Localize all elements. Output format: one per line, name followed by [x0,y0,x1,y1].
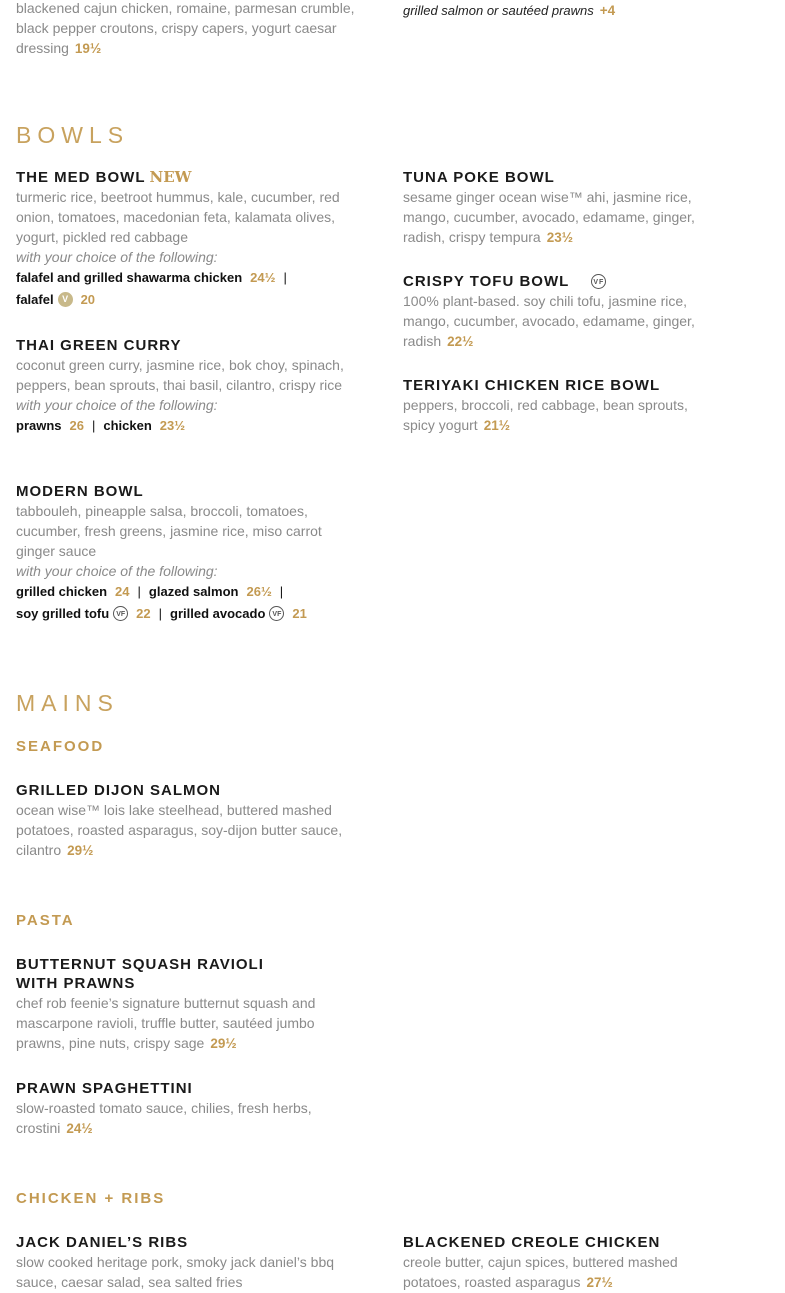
salad-addon: grilled salmon or sautéed prawns +4 [403,3,616,18]
menu-item-prawn-spaghettini [16,1079,356,1139]
item-options: prawns 26 | chicken 23½ [16,418,186,433]
item-description: sesame ginger ocean wise™ ahi, jasmine rice, mango, cucumber, avocado, edamame, ginger, radish, crispy tempura 23½ [403,189,695,245]
item-description: chef rob feenie’s signature butternut squash and mascarpone ravioli, truffle butter, sautéed jumbo prawns, pine nuts, crispy sage 29½ [16,995,316,1051]
menu-item-modern-bowl [16,482,356,625]
item-title: BLACKENED CREOLE CHICKEN [403,1234,661,1251]
item-title: TERIYAKI CHICKEN RICE BOWL [403,377,661,394]
menu-item-jack-daniels-ribs [16,1233,356,1292]
menu-item-butternut-squash-ravioli [16,955,356,1054]
item-title: MODERN BOWL [16,483,144,500]
item-price: 23½ [546,230,573,245]
item-description: creole butter, cajun spices, buttered mashed potatoes, roasted asparagus 27½ [403,1254,678,1290]
item-title: TUNA POKE BOWL [403,169,555,186]
item-title: GRILLED DIJON SALMON [16,782,222,799]
vegan-friendly-icon: VF [113,606,128,621]
menu-item-grilled-dijon-salmon [16,781,356,861]
item-title: THE MED BOWL NEW [16,168,192,186]
item-title: BUTTERNUT SQUASH RAVIOLI WITH PRAWNS [16,956,264,992]
item-options: falafel and grilled shawarma chicken 24½ | [16,270,287,285]
menu-item-blackened-creole-chicken [403,1233,713,1293]
choice-label: with your choice of the following: [16,249,218,265]
item-description: slow-roasted tomato sauce, chilies, fresh herbs, crostini 24½ [16,1100,312,1136]
item-description: coconut green curry, jasmine rice, bok choy, spinach, peppers, bean sprouts, thai basil, cilantro, crispy rice [16,357,344,393]
vegan-friendly-icon: VF [269,606,284,621]
menu-item-crispy-tofu-bowl [403,272,713,352]
vegan-friendly-icon: VF [591,274,606,289]
item-options: falafel V 20 [16,292,96,307]
item-title: PRAWN SPAGHETTINI [16,1080,193,1097]
item-title: JACK DANIEL’S RIBS [16,1234,189,1251]
subsection-title-seafood: SEAFOOD [16,738,105,755]
item-description: 100% plant-based. soy chili tofu, jasmine rice, mango, cucumber, avocado, edamame, ginger, radish 22½ [403,293,695,349]
item-description: peppers, broccoli, red cabbage, bean sprouts, spicy yogurt 21½ [403,397,688,433]
choice-label: with your choice of the following: [16,563,218,579]
subsection-title-pasta: PASTA [16,912,75,929]
item-title: THAI GREEN CURRY [16,337,182,354]
item-description: tabbouleh, pineapple salsa, broccoli, tomatoes, cucumber, fresh greens, jasmine rice, miso carrot ginger sauce [16,503,322,559]
caesar-description: blackened cajun chicken, romaine, parmesan crumble, black pepper croutons, crispy capers, yogurt caesar dressing 19½ [16,0,355,56]
subsection-title-chicken-ribs: CHICKEN + RIBS [16,1190,166,1207]
menu-item-teriyaki-chicken-rice-bowl [403,376,713,436]
item-price: 29½ [210,1036,237,1051]
caesar-price: 19½ [74,41,102,56]
section-title-mains: MAINS [16,690,119,716]
item-price: 24½ [66,1121,93,1136]
choice-label: with your choice of the following: [16,397,218,413]
vegetarian-icon: V [58,292,73,307]
item-options: soy grilled tofu VF 22 | grilled avocado VF 21 [16,606,307,621]
salad-addon-price: +4 [599,3,616,18]
item-description: slow cooked heritage pork, smoky jack daniel’s bbq sauce, caesar salad, sea salted fries [16,1254,335,1290]
section-title-bowls: BOWLS [16,122,130,148]
item-description: ocean wise™ lois lake steelhead, buttered mashed potatoes, roasted asparagus, soy-dijon butter sauce, cilantro 29½ [16,802,343,858]
item-title: CRISPY TOFU BOWL VF [403,272,713,291]
menu-item-tuna-poke-bowl [403,168,713,248]
item-price: 21½ [483,418,510,433]
menu-item-thai-green-curry [16,336,356,437]
item-price: 22½ [447,334,474,349]
new-badge: NEW [149,168,192,186]
item-description: turmeric rice, beetroot hummus, kale, cucumber, red onion, tomatoes, macedonian feta, kalamata olives, yogurt, pickled red cabbage [16,189,340,245]
item-options: grilled chicken 24 | glazed salmon 26½ | [16,584,284,599]
item-price: 29½ [67,843,94,858]
menu-item-med-bowl [16,168,356,311]
item-price: 27½ [586,1275,613,1290]
